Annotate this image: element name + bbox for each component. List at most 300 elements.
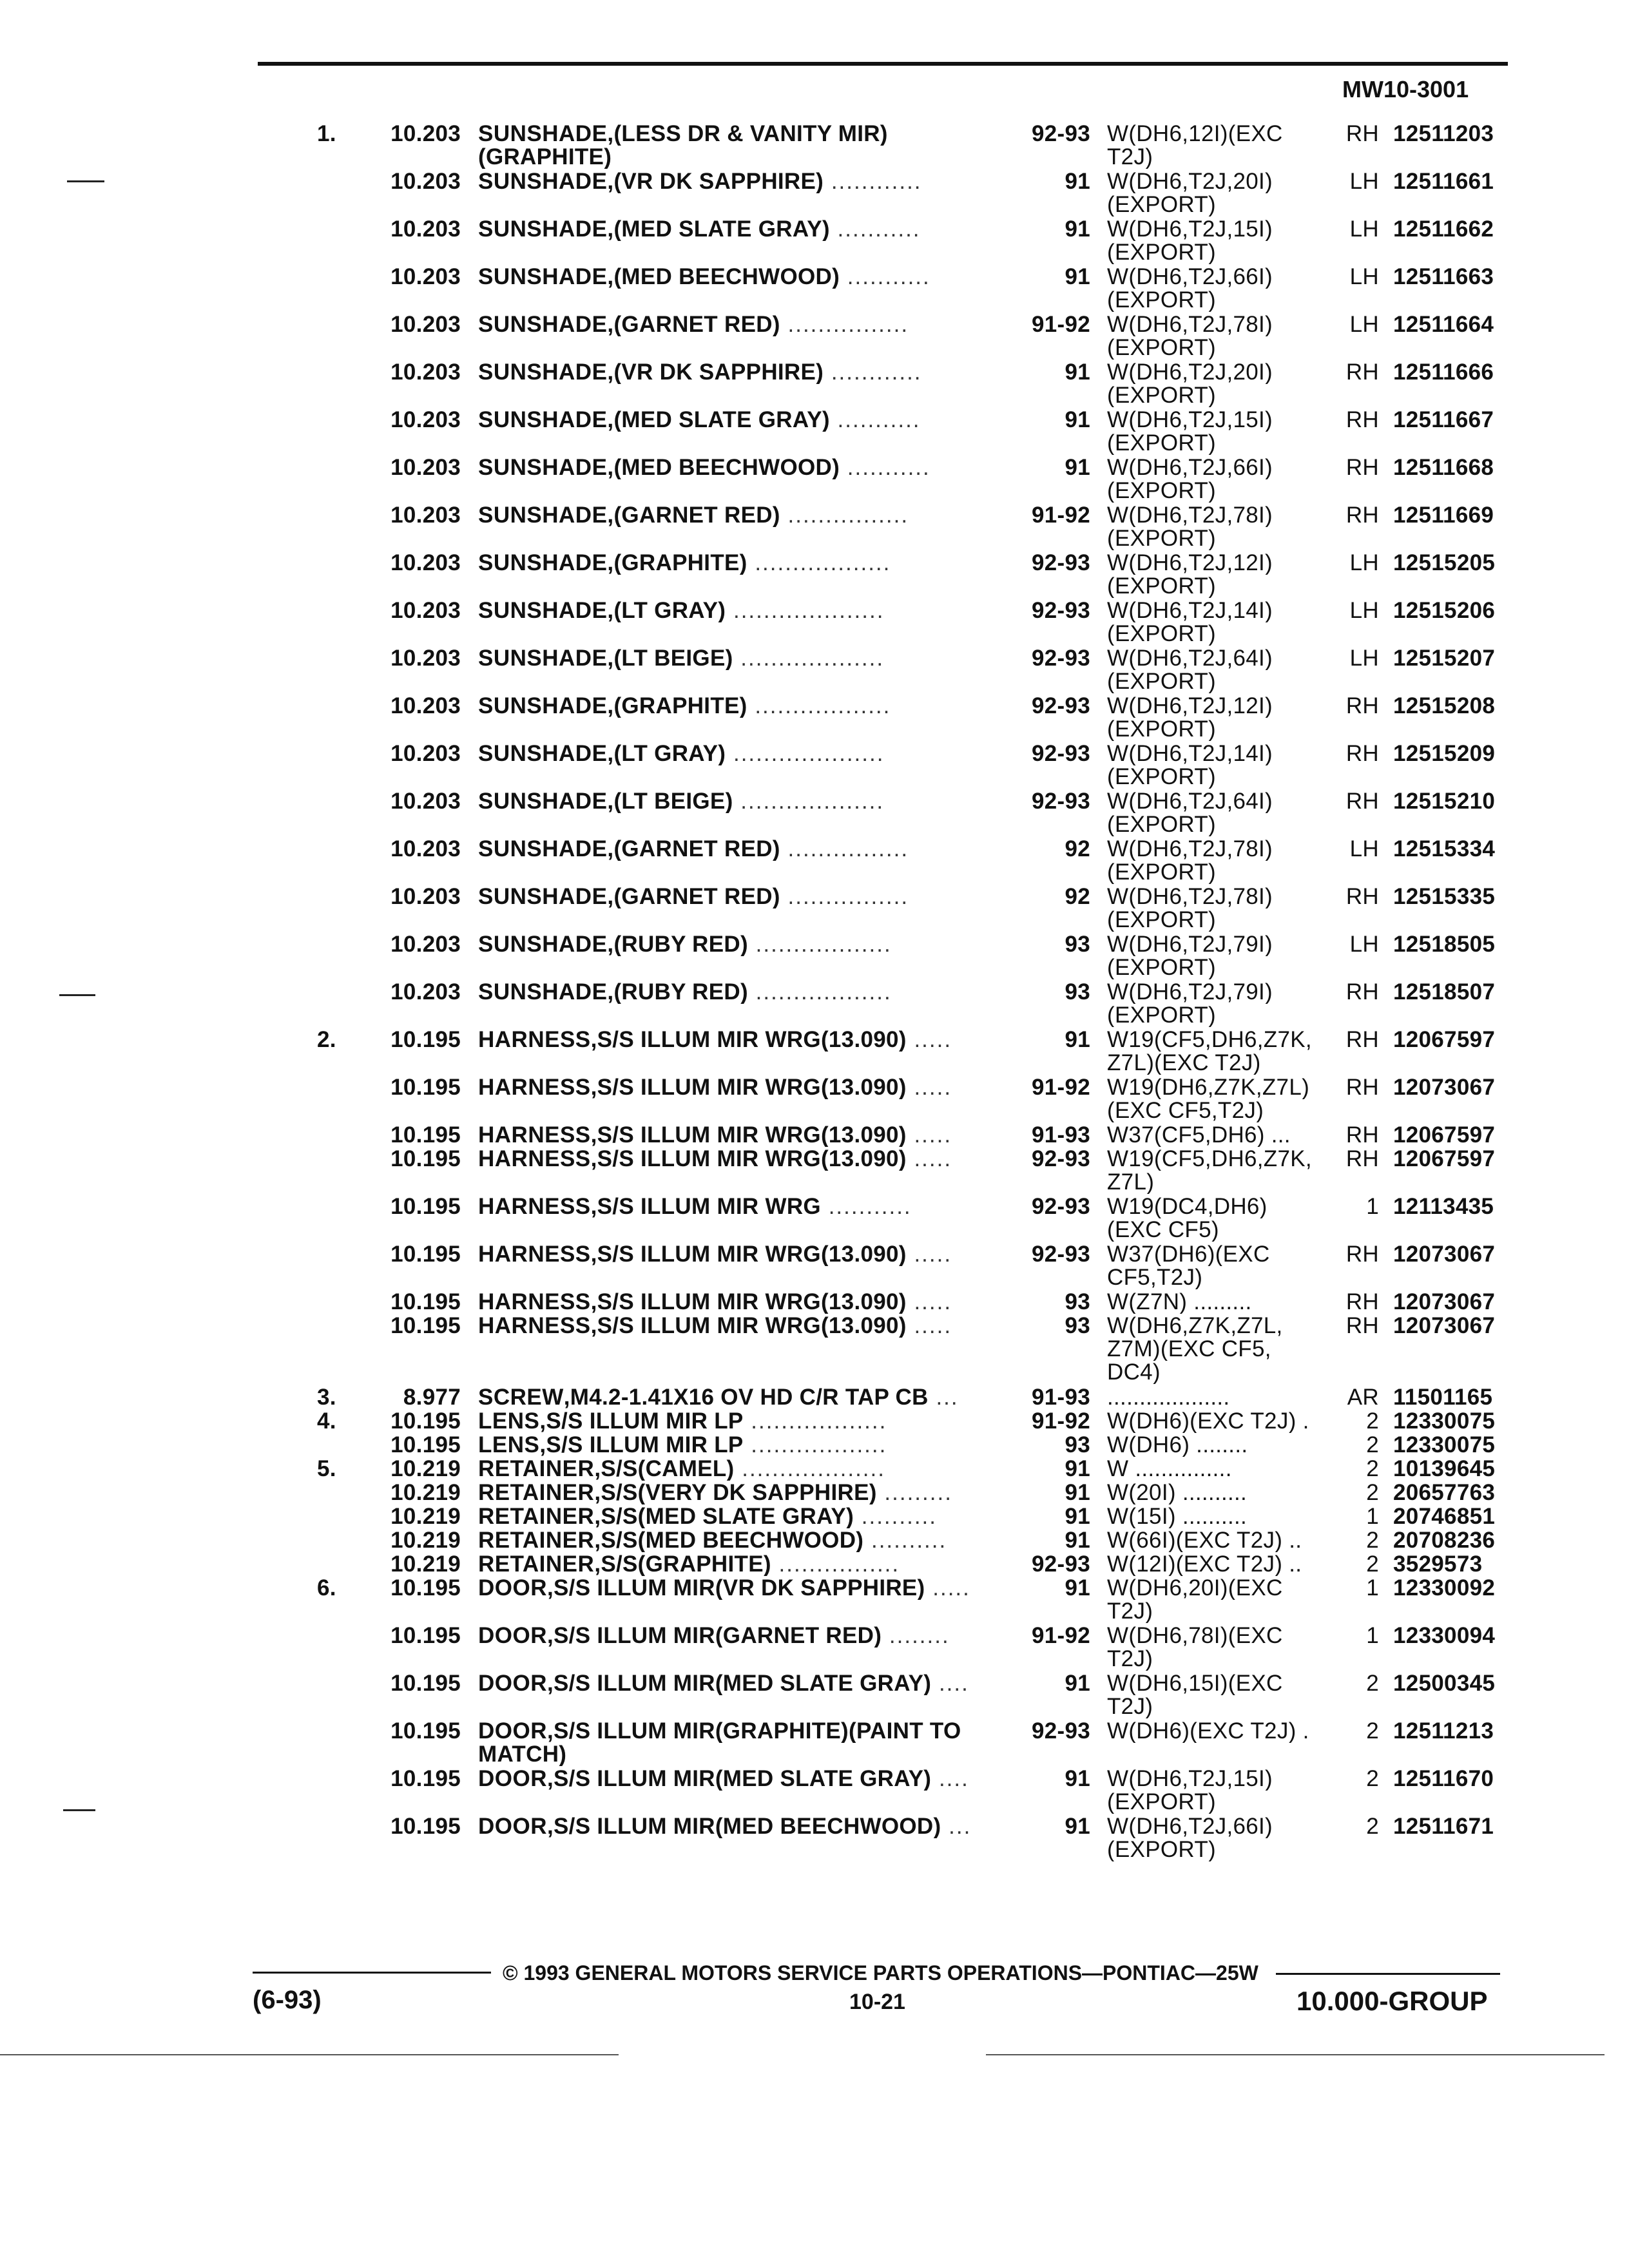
leader-dots: ................... — [733, 790, 885, 813]
part-number: 12511663 — [1393, 264, 1494, 289]
model-years: 92-93 — [1031, 646, 1090, 671]
application-line: (EXC CF5) — [1107, 1218, 1219, 1242]
parts-row — [0, 122, 1629, 170]
part-description — [478, 170, 1007, 193]
usage-application — [1107, 1767, 1320, 1814]
part-number: 12511213 — [1393, 1718, 1494, 1744]
application-line: T2J) — [1107, 146, 1153, 169]
leader-dots: ..... — [925, 1577, 970, 1600]
part-detail: ,(LT GRAY) — [607, 742, 726, 765]
usage-application — [1107, 1672, 1320, 1718]
quantity: LH — [1349, 312, 1379, 337]
application-line: (EXPORT) — [1107, 527, 1216, 550]
leader-dots: ........... — [820, 1195, 912, 1218]
leader-dots: ..... — [906, 1243, 952, 1266]
quantity: RH — [1345, 455, 1379, 480]
part-number: 12515208 — [1393, 693, 1496, 718]
part-name: SUNSHADE — [478, 790, 608, 813]
parts-row — [0, 838, 1629, 885]
quantity: RH — [1345, 407, 1379, 432]
parts-row — [0, 647, 1629, 695]
application-line: (EXPORT) — [1107, 1791, 1216, 1814]
part-name: SUNSHADE — [478, 218, 608, 241]
model-years: 91 — [1065, 1814, 1090, 1839]
part-description — [478, 1672, 1007, 1695]
usage-application — [1107, 1314, 1320, 1384]
quantity: RH — [1345, 693, 1379, 718]
part-number: 12511669 — [1393, 503, 1494, 528]
usage-application — [1107, 1243, 1320, 1289]
model-years: 92-93 — [1031, 598, 1090, 623]
description-continuation: MATCH) — [478, 1743, 567, 1766]
group-number: 10.219 — [390, 1456, 461, 1481]
parts-row — [0, 265, 1629, 313]
parts-row — [0, 1410, 1629, 1434]
revision-date: (6-93) — [253, 1986, 322, 2014]
description-line — [478, 1505, 1007, 1528]
description-line — [478, 1434, 1007, 1457]
model-years: 91 — [1065, 1575, 1090, 1600]
quantity: 1 — [1366, 1504, 1379, 1529]
description-line — [478, 790, 1007, 813]
application-line: (EXPORT) — [1107, 336, 1216, 360]
application-line: (EXPORT) — [1107, 908, 1216, 932]
part-detail: ,S/S(CAMEL) — [594, 1457, 735, 1481]
model-years: 91 — [1065, 169, 1090, 194]
part-number: 12330075 — [1393, 1432, 1496, 1457]
quantity: RH — [1345, 1313, 1379, 1338]
application-line: W(DH6,T2J,20I) — [1107, 170, 1273, 193]
footer-rule-left — [253, 1972, 491, 1974]
parts-row — [0, 1553, 1629, 1577]
application-line: (EXPORT) — [1107, 575, 1216, 598]
leader-dots: ..... — [906, 1314, 952, 1338]
application-line: W(66I)(EXC T2J) .. — [1107, 1529, 1302, 1552]
part-name: SUNSHADE — [478, 695, 608, 718]
quantity: RH — [1345, 360, 1379, 385]
usage-application — [1107, 1386, 1320, 1409]
description-line — [478, 1457, 1007, 1481]
leader-dots: ..... — [906, 1028, 952, 1052]
part-description — [478, 1148, 1007, 1171]
description-line — [478, 695, 1007, 718]
usage-application — [1107, 1624, 1320, 1671]
part-name: HARNESS — [478, 1028, 591, 1052]
usage-application — [1107, 790, 1320, 836]
leader-dots: ................ — [780, 838, 909, 861]
group-number: 10.203 — [390, 216, 461, 242]
leader-dots: ............ — [824, 170, 922, 193]
part-detail: ,(LT BEIGE) — [607, 790, 733, 813]
quantity: 2 — [1366, 1456, 1379, 1481]
application-line: Z7L)(EXC T2J) — [1107, 1052, 1261, 1075]
usage-application — [1107, 1124, 1320, 1147]
quantity: RH — [1345, 503, 1379, 528]
description-line — [478, 981, 1007, 1004]
part-description — [478, 1124, 1007, 1147]
parts-row — [0, 456, 1629, 504]
usage-application — [1107, 218, 1320, 264]
leader-dots: .................... — [726, 742, 885, 765]
part-description — [478, 1410, 1007, 1433]
leader-dots: ........... — [829, 408, 921, 432]
quantity: LH — [1349, 550, 1379, 575]
part-number: 12511662 — [1393, 216, 1494, 242]
model-years: 92-93 — [1031, 550, 1090, 575]
application-line: W(DH6,15I)(EXC — [1107, 1672, 1283, 1695]
group-number: 10.203 — [390, 121, 461, 146]
parts-row — [0, 1386, 1629, 1410]
part-name: LENS — [478, 1410, 540, 1433]
application-line: T2J) — [1107, 1695, 1153, 1718]
model-years: 91 — [1065, 407, 1090, 432]
application-line: W(DH6)(EXC T2J) . — [1107, 1720, 1309, 1743]
leader-dots: ........... — [840, 265, 930, 289]
group-number: 10.195 — [390, 1718, 461, 1744]
description-line — [478, 1767, 1007, 1791]
part-description — [478, 981, 1007, 1004]
usage-application — [1107, 122, 1320, 169]
leader-dots: .................. — [743, 1434, 887, 1457]
parts-row — [0, 1434, 1629, 1457]
description-line — [478, 1410, 1007, 1433]
part-description — [478, 1529, 1007, 1552]
application-line: T2J) — [1107, 1648, 1153, 1671]
part-detail: ,S/S(MED SLATE GRAY) — [594, 1505, 854, 1528]
part-number: 12073067 — [1393, 1075, 1496, 1100]
quantity: LH — [1349, 169, 1379, 194]
part-detail: ,S/S(VERY DK SAPPHIRE) — [594, 1481, 877, 1504]
application-line: W(DH6,Z7K,Z7L, — [1107, 1314, 1283, 1338]
application-line: (EXPORT) — [1107, 1004, 1216, 1027]
leader-dots: .................. — [747, 552, 891, 575]
part-name: RETAINER — [478, 1553, 595, 1576]
part-number: 12515206 — [1393, 598, 1496, 623]
part-detail: ,S/S ILLUM MIR LP — [539, 1434, 744, 1457]
group-number: 10.195 — [390, 1313, 461, 1338]
description-line — [478, 647, 1007, 670]
description-line — [478, 1291, 1007, 1314]
part-description — [478, 1386, 1007, 1409]
description-line — [478, 170, 1007, 193]
part-name: HARNESS — [478, 1243, 591, 1266]
parts-row — [0, 1291, 1629, 1314]
part-detail: ,(LT GRAY) — [607, 599, 726, 622]
quantity: AR — [1347, 1385, 1379, 1410]
group-number: 10.219 — [390, 1528, 461, 1553]
bottom-scan-line — [0, 2054, 619, 2055]
part-detail: ,S/S(MED BEECHWOOD) — [594, 1529, 864, 1552]
copyright-notice: © 1993 GENERAL MOTORS SERVICE PARTS OPERATIONS—PONTIAC—25W — [503, 1961, 1258, 1984]
part-number: 10139645 — [1393, 1456, 1496, 1481]
page-number: 10-21 — [849, 1990, 905, 2014]
part-number: 12511203 — [1393, 121, 1494, 146]
description-line — [478, 1720, 1007, 1743]
part-description — [478, 1076, 1007, 1099]
part-description — [478, 647, 1007, 670]
application-line: W(DH6,T2J,66I) — [1107, 456, 1273, 479]
application-line: W(20I) .......... — [1107, 1481, 1248, 1504]
application-line: W(DH6,T2J,78I) — [1107, 504, 1273, 527]
usage-application — [1107, 1529, 1320, 1552]
model-years: 91 — [1065, 216, 1090, 242]
part-description — [478, 933, 1007, 956]
part-detail: ,S/S ILLUM MIR WRG — [590, 1195, 821, 1218]
part-description — [478, 742, 1007, 765]
part-description — [478, 695, 1007, 718]
part-detail: ,S/S ILLUM MIR(GARNET RED) — [547, 1624, 882, 1648]
parts-row — [0, 1529, 1629, 1553]
leader-dots: .................. — [747, 695, 891, 718]
part-number: 3529573 — [1393, 1552, 1483, 1577]
group-number: 10.203 — [390, 503, 461, 528]
part-name: SUNSHADE — [478, 170, 608, 193]
parts-row — [0, 790, 1629, 838]
usage-application — [1107, 1553, 1320, 1576]
part-name: SUNSHADE — [478, 313, 608, 336]
group-number: 10.195 — [390, 1766, 461, 1791]
part-number: 12330075 — [1393, 1408, 1496, 1434]
group-number: 10.203 — [390, 312, 461, 337]
usage-application — [1107, 981, 1320, 1027]
usage-application — [1107, 885, 1320, 932]
group-number: 10.195 — [390, 1408, 461, 1434]
part-number: 12515205 — [1393, 550, 1496, 575]
group-number: 10.195 — [390, 1194, 461, 1219]
group-number: 10.203 — [390, 836, 461, 861]
parts-row — [0, 1195, 1629, 1243]
application-line: W(DH6)(EXC T2J) . — [1107, 1410, 1309, 1433]
application-line: W(DH6,T2J,78I) — [1107, 885, 1273, 908]
group-number: 10.219 — [390, 1504, 461, 1529]
part-number: 12067597 — [1393, 1027, 1496, 1052]
part-number: 20746851 — [1393, 1504, 1496, 1529]
part-description — [478, 1577, 1007, 1600]
part-number: 12511671 — [1393, 1814, 1494, 1839]
application-line: (EXPORT) — [1107, 718, 1216, 741]
application-line: W(DH6,T2J,66I) — [1107, 1815, 1273, 1838]
usage-application — [1107, 361, 1320, 407]
quantity: 1 — [1366, 1575, 1379, 1600]
model-years: 92-93 — [1031, 1552, 1090, 1577]
part-name: HARNESS — [478, 1314, 591, 1338]
part-description — [478, 456, 1007, 479]
part-description — [478, 1434, 1007, 1457]
part-name: RETAINER — [478, 1481, 595, 1504]
usage-application — [1107, 1148, 1320, 1194]
group-number: 10.195 — [390, 1027, 461, 1052]
parts-row — [0, 599, 1629, 647]
part-name: SUNSHADE — [478, 647, 608, 670]
part-name: HARNESS — [478, 1076, 591, 1099]
part-name: DOOR — [478, 1672, 547, 1695]
part-detail: ,(GARNET RED) — [607, 313, 780, 336]
description-line — [478, 885, 1007, 908]
group-number: 10.195 — [390, 1575, 461, 1600]
part-detail: ,S/S ILLUM MIR(MED SLATE GRAY) — [547, 1672, 932, 1695]
part-number: 12518507 — [1393, 979, 1496, 1004]
application-line: (EXPORT) — [1107, 1838, 1216, 1861]
part-number: 12511664 — [1393, 312, 1494, 337]
part-name: SUNSHADE — [478, 933, 608, 956]
usage-application — [1107, 1720, 1320, 1743]
model-years: 91 — [1065, 1504, 1090, 1529]
part-detail: ,(MED SLATE GRAY) — [607, 408, 830, 432]
description-line — [478, 1672, 1007, 1695]
parts-row — [0, 218, 1629, 265]
part-name: SUNSHADE — [478, 552, 608, 575]
leader-dots: .................. — [747, 933, 892, 956]
model-years: 92-93 — [1031, 789, 1090, 814]
group-number: 10.195 — [390, 1075, 461, 1100]
model-years: 91-92 — [1031, 1623, 1090, 1648]
part-number: 12500345 — [1393, 1671, 1496, 1696]
parts-row — [0, 1577, 1629, 1624]
group-number: 10.195 — [390, 1289, 461, 1314]
group-number: 10.195 — [390, 1122, 461, 1148]
part-description — [478, 361, 1007, 384]
description-line — [478, 408, 1007, 432]
part-detail: ,(RUBY RED) — [607, 981, 748, 1004]
description-line — [478, 1076, 1007, 1099]
model-years: 92-93 — [1031, 121, 1090, 146]
leader-dots: .................. — [743, 1410, 887, 1433]
part-detail: ,S/S ILLUM MIR(VR DK SAPPHIRE) — [547, 1577, 925, 1600]
part-name: SUNSHADE — [478, 504, 608, 527]
part-number: 12073067 — [1393, 1289, 1496, 1314]
description-line — [478, 599, 1007, 622]
leader-dots: ..... — [906, 1291, 952, 1314]
quantity: 1 — [1366, 1623, 1379, 1648]
leader-dots: ............ — [824, 361, 922, 384]
part-description — [478, 1767, 1007, 1791]
part-detail: ,S/S ILLUM MIR(MED BEECHWOOD) — [547, 1815, 941, 1838]
part-name: DOOR — [478, 1624, 547, 1648]
usage-application — [1107, 1505, 1320, 1528]
part-description — [478, 265, 1007, 289]
group-number: 10.203 — [390, 789, 461, 814]
model-years: 91 — [1065, 1766, 1090, 1791]
part-description — [478, 1815, 1007, 1838]
leader-dots: .................... — [726, 599, 885, 622]
model-years: 92-93 — [1031, 693, 1090, 718]
application-line: T2J) — [1107, 1600, 1153, 1623]
part-detail: ,S/S ILLUM MIR WRG(13.090) — [590, 1148, 907, 1171]
model-years: 91-92 — [1031, 503, 1090, 528]
usage-application — [1107, 647, 1320, 693]
usage-application — [1107, 1577, 1320, 1623]
description-line — [478, 933, 1007, 956]
leader-dots: ................ — [780, 885, 909, 908]
part-name: SUNSHADE — [478, 265, 608, 289]
usage-application — [1107, 1457, 1320, 1481]
parts-row — [0, 981, 1629, 1028]
description-line — [478, 1577, 1007, 1600]
part-detail: ,S/S ILLUM MIR WRG(13.090) — [590, 1314, 907, 1338]
part-number: 12113435 — [1393, 1194, 1494, 1219]
part-description — [478, 552, 1007, 575]
quantity: 1 — [1366, 1194, 1379, 1219]
model-years: 91 — [1065, 360, 1090, 385]
usage-application — [1107, 695, 1320, 741]
part-description — [478, 408, 1007, 432]
description-line — [478, 1815, 1007, 1838]
parts-row — [0, 1457, 1629, 1481]
model-years: 91 — [1065, 1480, 1090, 1505]
quantity: LH — [1349, 646, 1379, 671]
application-line: CF5,T2J) — [1107, 1266, 1203, 1289]
part-detail: ,(GARNET RED) — [607, 885, 780, 908]
application-line: W19(DH6,Z7K,Z7L) — [1107, 1076, 1310, 1099]
part-detail: ,(GRAPHITE) — [607, 695, 747, 718]
parts-row — [0, 1124, 1629, 1148]
item-number: 4. — [317, 1408, 336, 1434]
usage-application — [1107, 1481, 1320, 1504]
quantity: 2 — [1366, 1480, 1379, 1505]
leader-dots: ..... — [906, 1124, 952, 1147]
leader-dots: ................... — [734, 1457, 885, 1481]
group-number: 10.195 — [390, 1146, 461, 1171]
part-detail: ,S/S ILLUM MIR(MED SLATE GRAY) — [547, 1767, 932, 1791]
item-number: 1. — [317, 121, 336, 146]
model-years: 93 — [1065, 1313, 1090, 1338]
model-years: 91 — [1065, 264, 1090, 289]
part-detail: ,(GARNET RED) — [607, 838, 780, 861]
part-detail: ,S/S ILLUM MIR WRG(13.090) — [590, 1291, 907, 1314]
description-line — [478, 218, 1007, 241]
part-description — [478, 218, 1007, 241]
parts-row — [0, 695, 1629, 742]
part-description — [478, 1291, 1007, 1314]
group-number: 10.203 — [390, 932, 461, 957]
description-line — [478, 1124, 1007, 1147]
model-years: 93 — [1065, 979, 1090, 1004]
part-detail: ,S/S ILLUM MIR WRG(13.090) — [590, 1076, 907, 1099]
part-detail: ,(RUBY RED) — [607, 933, 748, 956]
quantity: RH — [1345, 1289, 1379, 1314]
part-name: DOOR — [478, 1767, 547, 1791]
model-years: 92-93 — [1031, 1242, 1090, 1267]
part-detail: ,(LT BEIGE) — [607, 647, 733, 670]
margin-mark — [59, 994, 95, 996]
part-detail: ,S/S ILLUM MIR LP — [539, 1410, 744, 1433]
model-years: 91-93 — [1031, 1385, 1090, 1410]
description-line — [478, 552, 1007, 575]
parts-row — [0, 1243, 1629, 1291]
usage-application — [1107, 1076, 1320, 1122]
application-line: W(DH6) ........ — [1107, 1434, 1248, 1457]
application-line: (EXPORT) — [1107, 861, 1216, 884]
usage-application — [1107, 838, 1320, 884]
model-years: 93 — [1065, 1289, 1090, 1314]
part-name: RETAINER — [478, 1505, 595, 1528]
part-detail: ,(GRAPHITE) — [607, 552, 747, 575]
model-years: 92-93 — [1031, 741, 1090, 766]
usage-application — [1107, 456, 1320, 503]
part-name: RETAINER — [478, 1529, 595, 1552]
application-line: ................... — [1107, 1386, 1230, 1409]
description-line — [478, 1195, 1007, 1218]
application-line: (EXPORT) — [1107, 193, 1216, 216]
application-line: (EXPORT) — [1107, 384, 1216, 407]
part-description — [478, 885, 1007, 908]
application-line: W19(CF5,DH6,Z7K, — [1107, 1148, 1312, 1171]
description-line — [478, 838, 1007, 861]
application-line: W(DH6,T2J,15I) — [1107, 1767, 1273, 1791]
quantity: RH — [1345, 979, 1379, 1004]
group-number: 8.977 — [403, 1385, 461, 1410]
part-number: 12518505 — [1393, 932, 1496, 957]
